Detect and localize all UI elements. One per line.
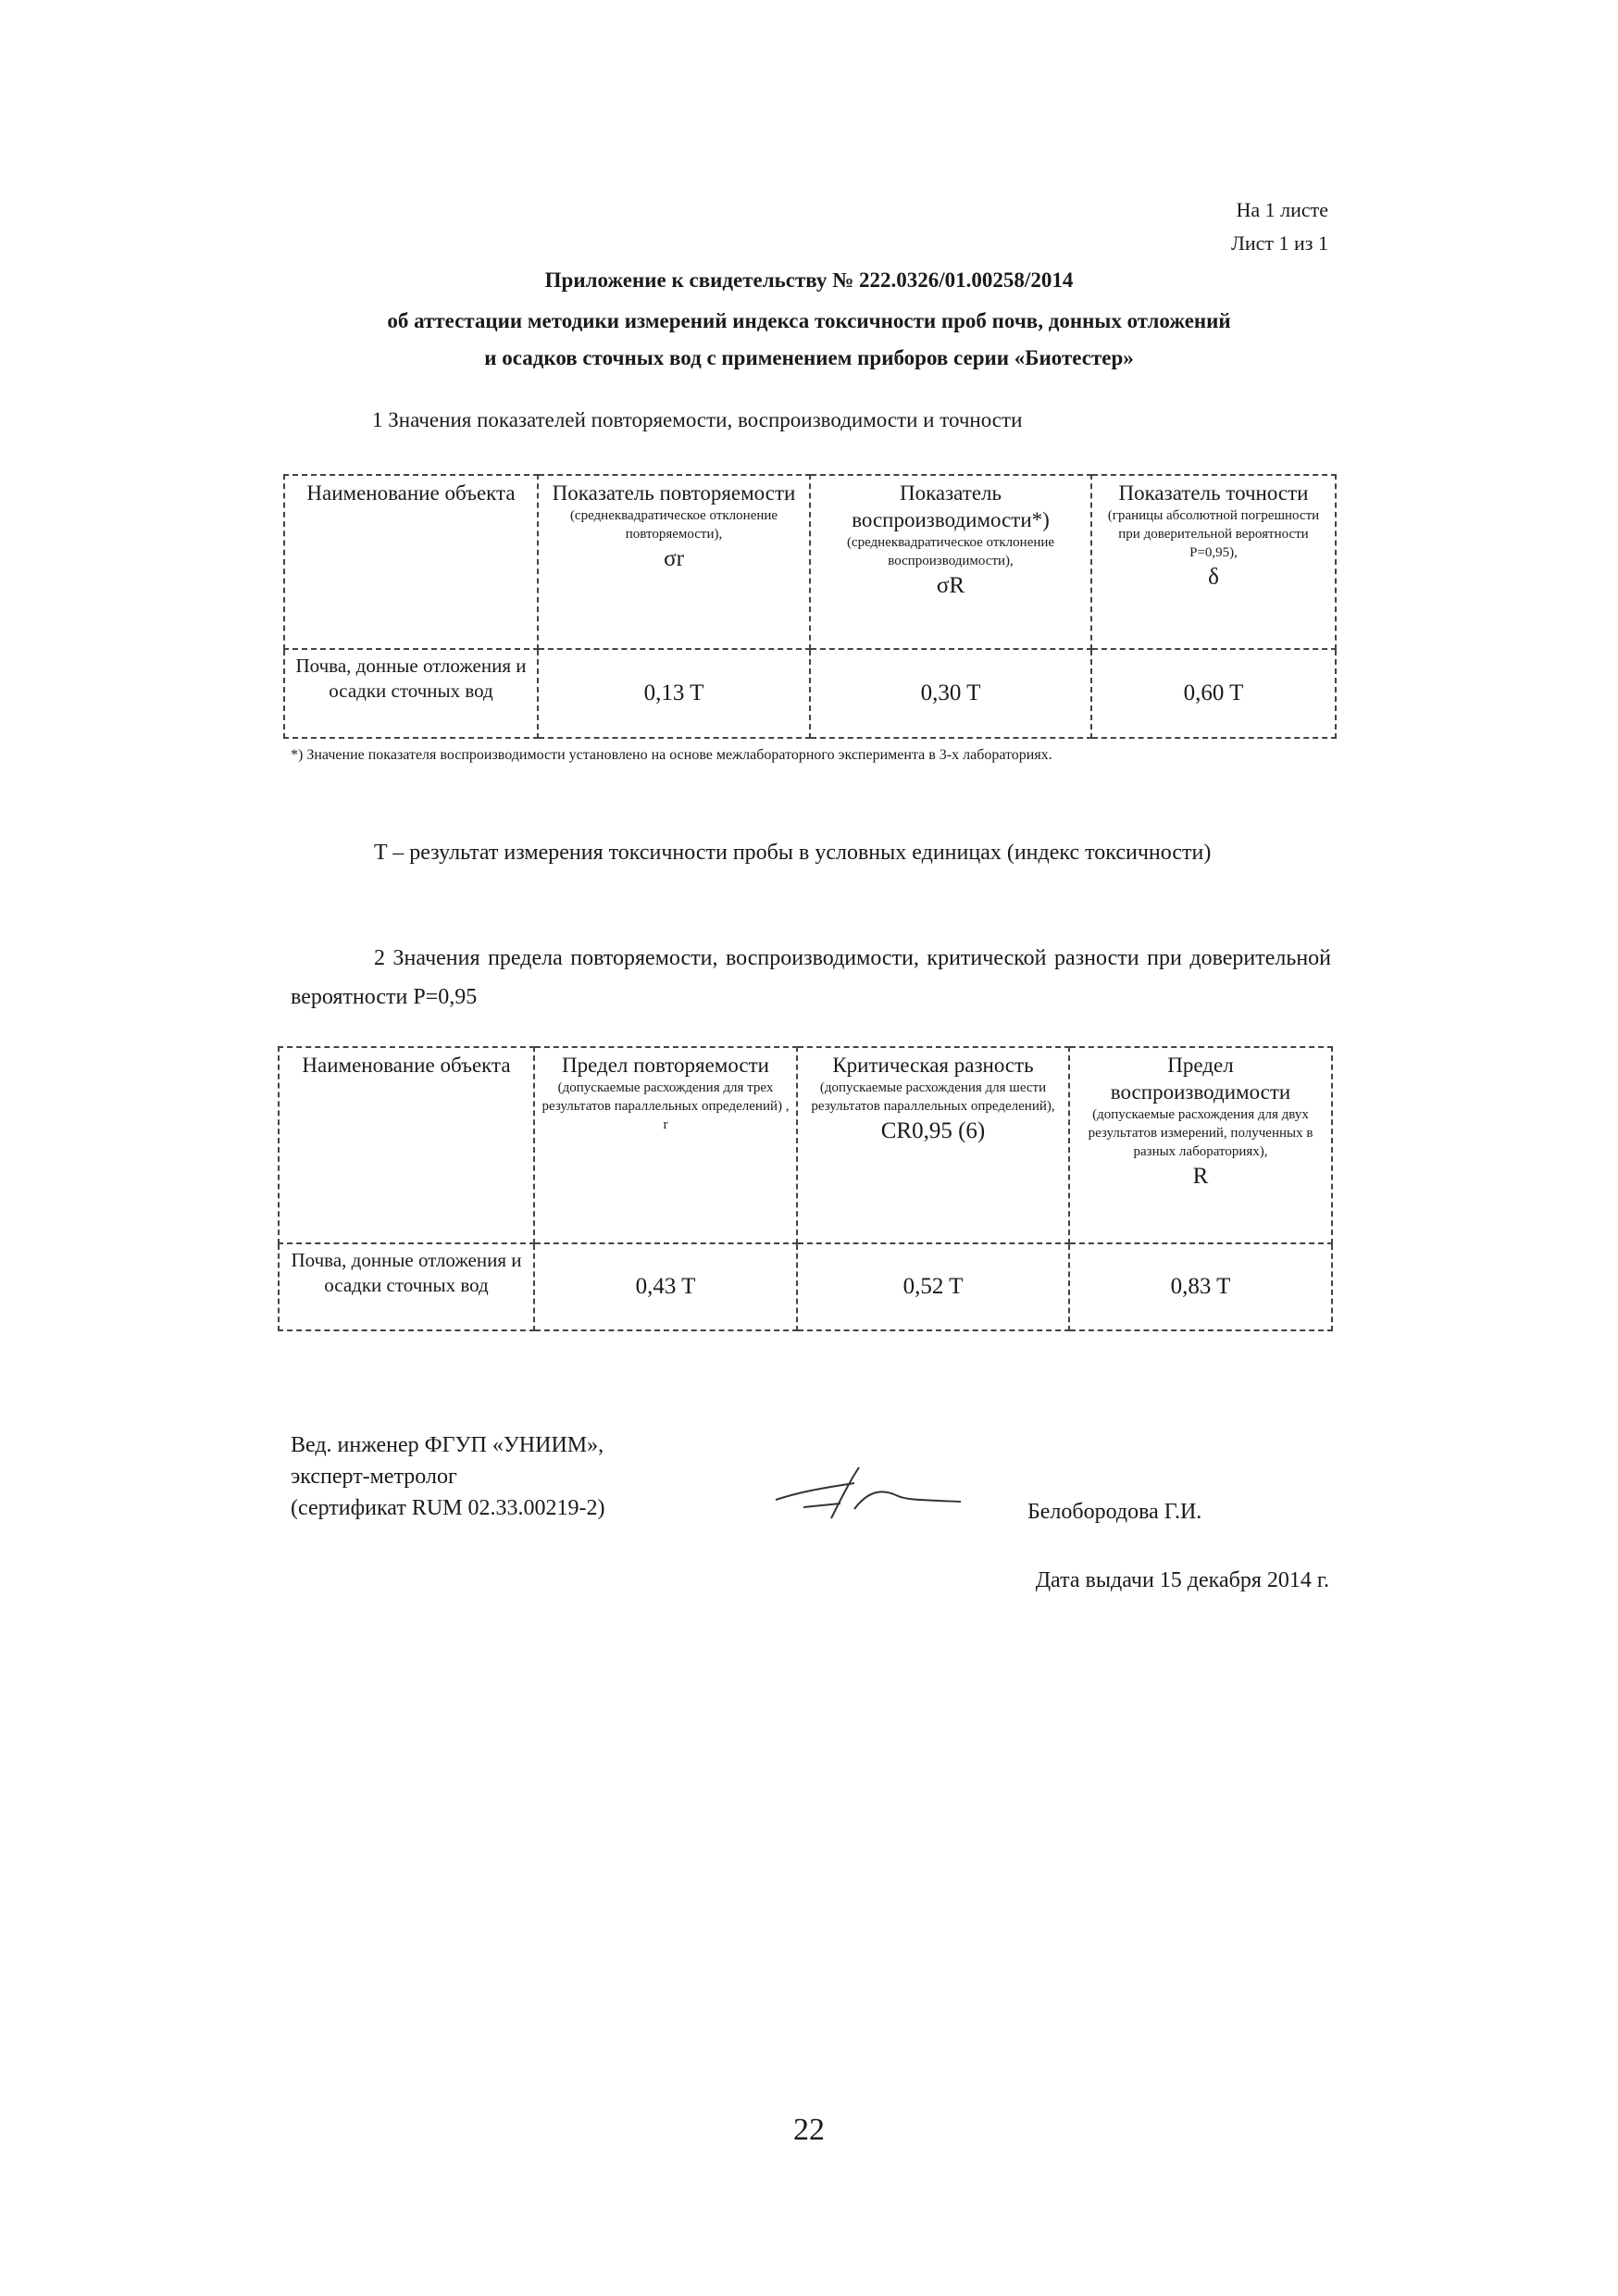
section1-heading: 1 Значения показателей повторяемости, воспроизводимости и точности: [372, 408, 1023, 431]
table-header-row: [284, 475, 1336, 649]
sheet-count: На 1 листе: [1236, 198, 1328, 221]
header-critical-difference: Критическая разность (допускаемые расхождения для шести результатов параллельных определений), CR0,95 (6): [797, 1047, 1069, 1243]
table-header-row: [279, 1047, 1332, 1243]
value-critical-difference: 0,52 T: [797, 1243, 1069, 1330]
table-indicators: [283, 474, 1337, 739]
section2-heading: 2 Значения предела повторяемости, воспроизводимости, критической разности при доверительной вероятности P=0,95: [291, 946, 1331, 1009]
footnote: *) Значение показателя воспроизводимости установлено на основе межлабораторного эксперимента в 3-х лабораториях.: [291, 747, 1052, 763]
table-row: [284, 649, 1336, 738]
header-reproducibility-limit: Предел воспроизводимости (допускаемые расхождения для двух результатов измерений, полученных в разных лабораториях), R: [1069, 1047, 1332, 1243]
signer-position: Вед. инженер ФГУП «УНИИМ»,: [291, 1433, 604, 1457]
table-row: [279, 1243, 1332, 1330]
header-object: Наименование объекта: [279, 1047, 534, 1243]
doc-title-line1: Приложение к свидетельству № 222.0326/01.00258/2014: [544, 268, 1074, 292]
table-limits: [278, 1046, 1333, 1331]
explanation-text: T – результат измерения токсичности пробы в условных единицах (индекс токсичности): [374, 841, 1212, 865]
sheet-of: Лист 1 из 1: [1230, 231, 1328, 255]
row-object: Почва, донные отложения и осадки сточных вод: [279, 1243, 534, 1330]
header-repeatability: Показатель повторяемости (среднеквадратическое отклонение повторяемости), σr: [538, 475, 810, 649]
value-repeatability: 0,13 T: [538, 649, 810, 738]
signer-name: Белобородова Г.И.: [1027, 1500, 1202, 1524]
issue-date: Дата выдачи 15 декабря 2014 г.: [1035, 1568, 1329, 1592]
handwritten-signature: [766, 1463, 970, 1537]
signer-role: эксперт-метролог: [291, 1465, 457, 1489]
value-repeatability-limit: 0,43 T: [534, 1243, 797, 1330]
header-object: Наименование объекта: [284, 475, 538, 649]
header-accuracy: Показатель точности (границы абсолютной погрешности при доверительной вероятности P=0,95), δ: [1091, 475, 1336, 649]
value-reproducibility: 0,30 T: [810, 649, 1091, 738]
doc-title-line2: об аттестации методики измерений индекса токсичности проб почв, донных отложений: [387, 309, 1231, 332]
value-accuracy: 0,60 T: [1091, 649, 1336, 738]
row-object: Почва, донные отложения и осадки сточных вод: [284, 649, 538, 738]
header-reproducibility: Показатель воспроизводимости*) (среднеквадратическое отклонение воспроизводимости), σR: [810, 475, 1091, 649]
signer-certificate: (сертификат RUM 02.33.00219-2): [291, 1496, 605, 1520]
header-repeatability-limit: Предел повторяемости (допускаемые расхождения для трех результатов параллельных определений) , r: [534, 1047, 797, 1243]
page-number: 22: [793, 2113, 825, 2147]
value-reproducibility-limit: 0,83 T: [1069, 1243, 1332, 1330]
doc-title-line3: и осадков сточных вод с применением приборов серии «Биотестер»: [484, 346, 1134, 369]
